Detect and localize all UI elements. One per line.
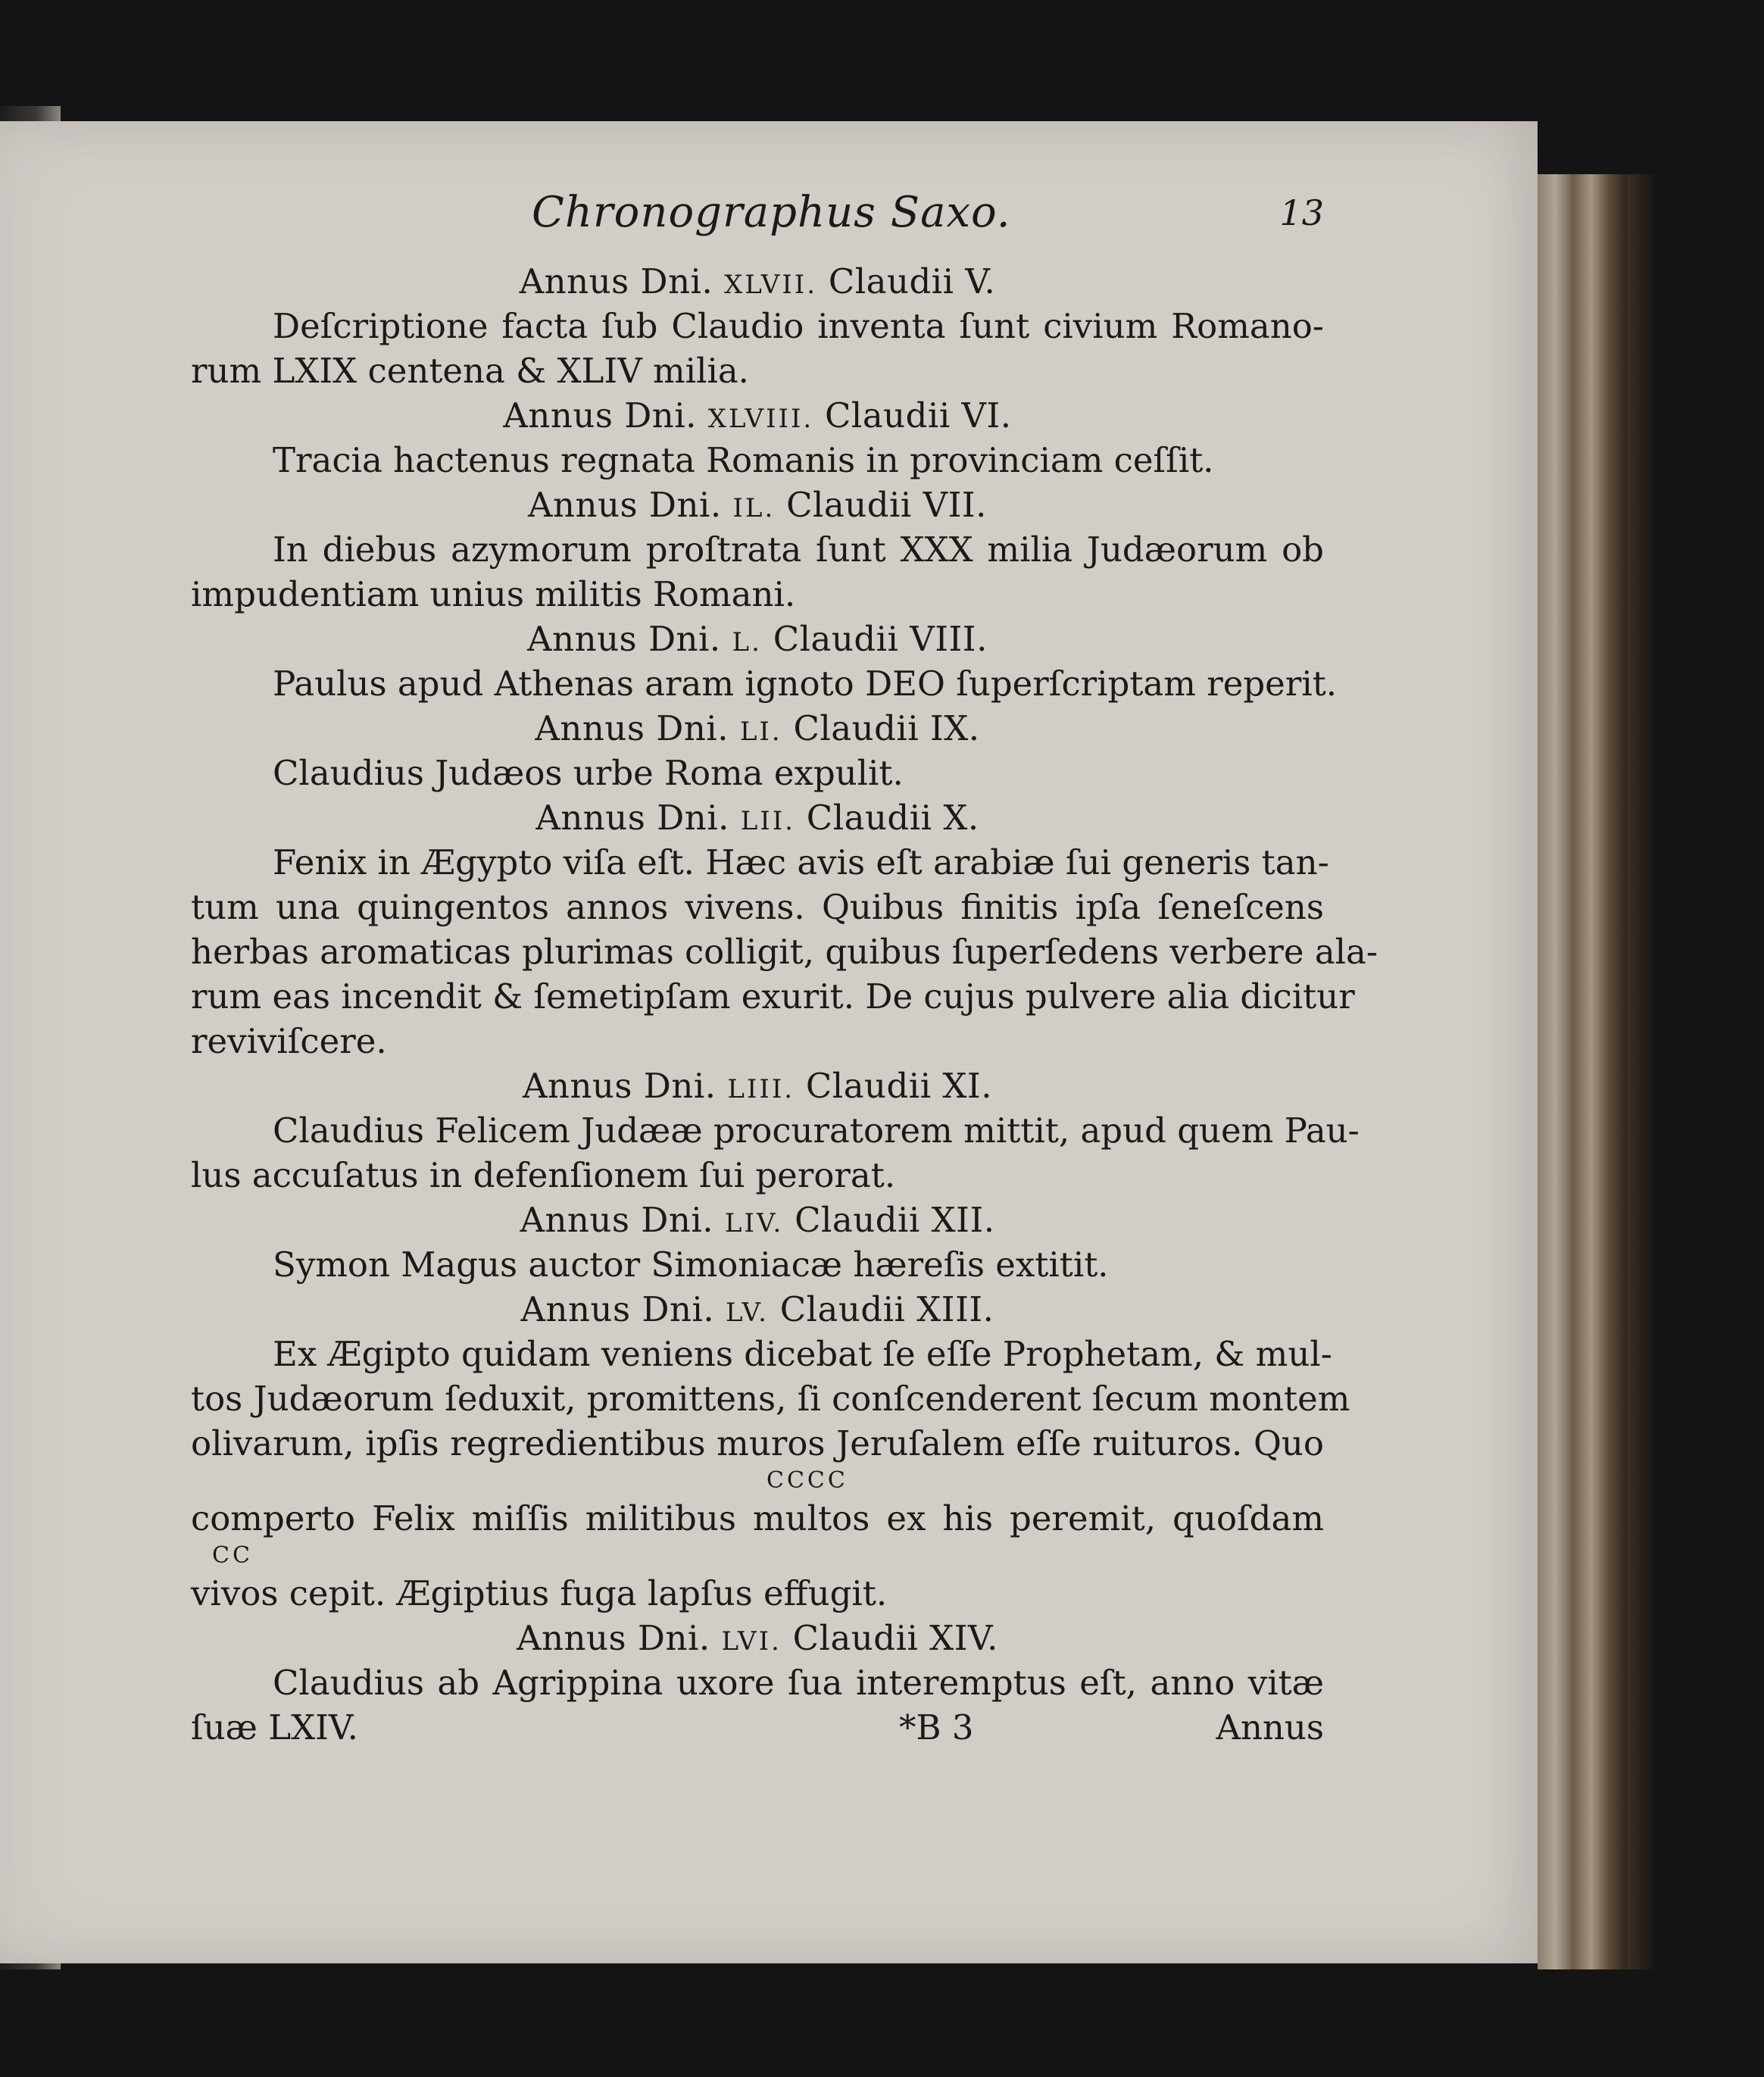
text-line: comperto Felix miſſis militibus multos ex his peremit, quoſdam — [191, 1498, 1324, 1538]
year-heading — [191, 393, 1324, 438]
year-numeral: XLVII. — [724, 270, 818, 300]
text-line: Claudius ab Agrippina uxore ſua interemptus eſt, anno vitæ — [273, 1663, 1324, 1703]
signature-mark: *B 3 — [899, 1707, 974, 1747]
text-line: Paulus apud Athenas aram ignoto DEO ſuperſcriptam reperit. — [273, 664, 1338, 704]
page-number: 13 — [1279, 192, 1324, 233]
year-label: Annus Dni. — [528, 485, 733, 525]
year-label: Annus Dni. — [519, 261, 725, 301]
reign-year: Claudii VIII. — [761, 619, 988, 659]
reign-year: Claudii XI. — [795, 1066, 993, 1106]
text-line: Claudius Judæos urbe Roma expulit. — [273, 753, 904, 793]
year-numeral: IL. — [732, 493, 776, 523]
year-numeral: LIV. — [724, 1208, 784, 1238]
year-numeral: LV. — [725, 1298, 769, 1328]
year-numeral: LIII. — [727, 1074, 795, 1104]
text-line: Ex Ægipto quidam veniens dicebat ſe eſſe Prophetam, & mul- — [273, 1334, 1332, 1374]
text-line: vivos cepit. Ægiptius fuga lapſus effugit. — [191, 1573, 888, 1613]
reign-year: Claudii XIII. — [768, 1289, 994, 1329]
year-label: Annus Dni. — [517, 1618, 722, 1658]
text-line: Deſcriptione facta ſub Claudio inventa ſunt civium Romano- — [273, 306, 1324, 346]
year-heading — [191, 1198, 1324, 1242]
year-heading — [191, 1287, 1324, 1332]
reign-year: Claudii IX. — [782, 708, 980, 748]
year-numeral: LI. — [739, 717, 782, 747]
text-line: Claudius Felicem Judææ procuratorem mittit, apud quem Pau- — [273, 1110, 1360, 1151]
year-numeral: XLVIII. — [707, 404, 814, 434]
year-heading — [191, 483, 1324, 527]
year-label: Annus Dni. — [535, 798, 741, 838]
text-line: Fenix in Ægypto viſa eſt. Hæc avis eſt arabiæ ſui generis tan- — [273, 842, 1329, 882]
year-numeral: LVI. — [721, 1626, 782, 1657]
reign-year: Claudii VII. — [775, 485, 987, 525]
text-line: reviviſcere. — [191, 1021, 387, 1061]
year-numeral: L. — [732, 627, 762, 657]
year-label: Annus Dni. — [527, 619, 732, 659]
body-text — [191, 259, 1378, 1705]
reign-year: Claudii XIV. — [781, 1618, 998, 1658]
final-text-line: ſuæ LXIV. — [191, 1707, 358, 1747]
text-line: rum eas incendit & ſemetipſam exurit. De cujus pulvere alia dicitur — [191, 976, 1355, 1017]
year-heading — [191, 706, 1324, 751]
reign-year: Claudii XII. — [783, 1200, 995, 1240]
catchword: Annus — [1216, 1707, 1324, 1747]
year-label: Annus Dni. — [520, 1289, 726, 1329]
year-heading — [191, 617, 1324, 661]
text-line: herbas aromaticas plurimas colligit, quibus ſuperſedens verbere ala- — [191, 932, 1378, 972]
text-block — [191, 188, 1378, 1750]
year-heading — [191, 1616, 1324, 1660]
running-head — [191, 188, 1324, 242]
page-title: Chronographus Saxo. — [532, 188, 1011, 237]
interlinear-numeral — [191, 1541, 1324, 1571]
page-stack-edge — [1538, 174, 1627, 1969]
year-heading — [191, 1063, 1324, 1108]
text-line: impudentiam unius militis Romani. — [191, 574, 796, 614]
text-line: tos Judæorum ſeduxit, promittens, ſi conſcenderent ſecum montem — [191, 1379, 1350, 1419]
interlinear-numeral — [191, 1466, 1324, 1496]
reign-year: Claudii V. — [817, 261, 996, 301]
text-line: olivarum, ipſis regredientibus muros Jeruſalem eſſe ruituros. Quo — [191, 1423, 1324, 1463]
year-heading — [191, 259, 1324, 304]
binding-shadow — [1627, 174, 1657, 1969]
year-heading — [191, 795, 1324, 840]
text-line: Tracia hactenus regnata Romanis in provinciam ceſſit. — [273, 440, 1214, 480]
year-numeral: LII. — [740, 806, 795, 836]
text-line: Symon Magus auctor Simoniacæ hæreſis extitit. — [273, 1245, 1109, 1285]
text-line: rum LXIX centena & XLIV milia. — [191, 351, 749, 391]
text-line: tum una quingentos annos vivens. Quibus finitis ipſa ſeneſcens — [191, 887, 1324, 927]
year-label: Annus Dni. — [520, 1200, 725, 1240]
year-label: Annus Dni. — [535, 708, 740, 748]
year-label: Annus Dni. — [522, 1066, 728, 1106]
reign-year: Claudii VI. — [813, 395, 1012, 436]
year-label: Annus Dni. — [503, 395, 708, 436]
interlinear-numeral-text: CCCC — [766, 1467, 848, 1494]
text-line: lus accuſatus in defenſionem ſui perorat. — [191, 1155, 896, 1195]
text-line: In diebus azymorum proſtrata ſunt XXX milia Judæorum ob — [273, 529, 1324, 570]
reign-year: Claudii X. — [795, 798, 979, 838]
interlinear-numeral-text: CC — [212, 1542, 253, 1569]
footer-line — [191, 1705, 1324, 1750]
